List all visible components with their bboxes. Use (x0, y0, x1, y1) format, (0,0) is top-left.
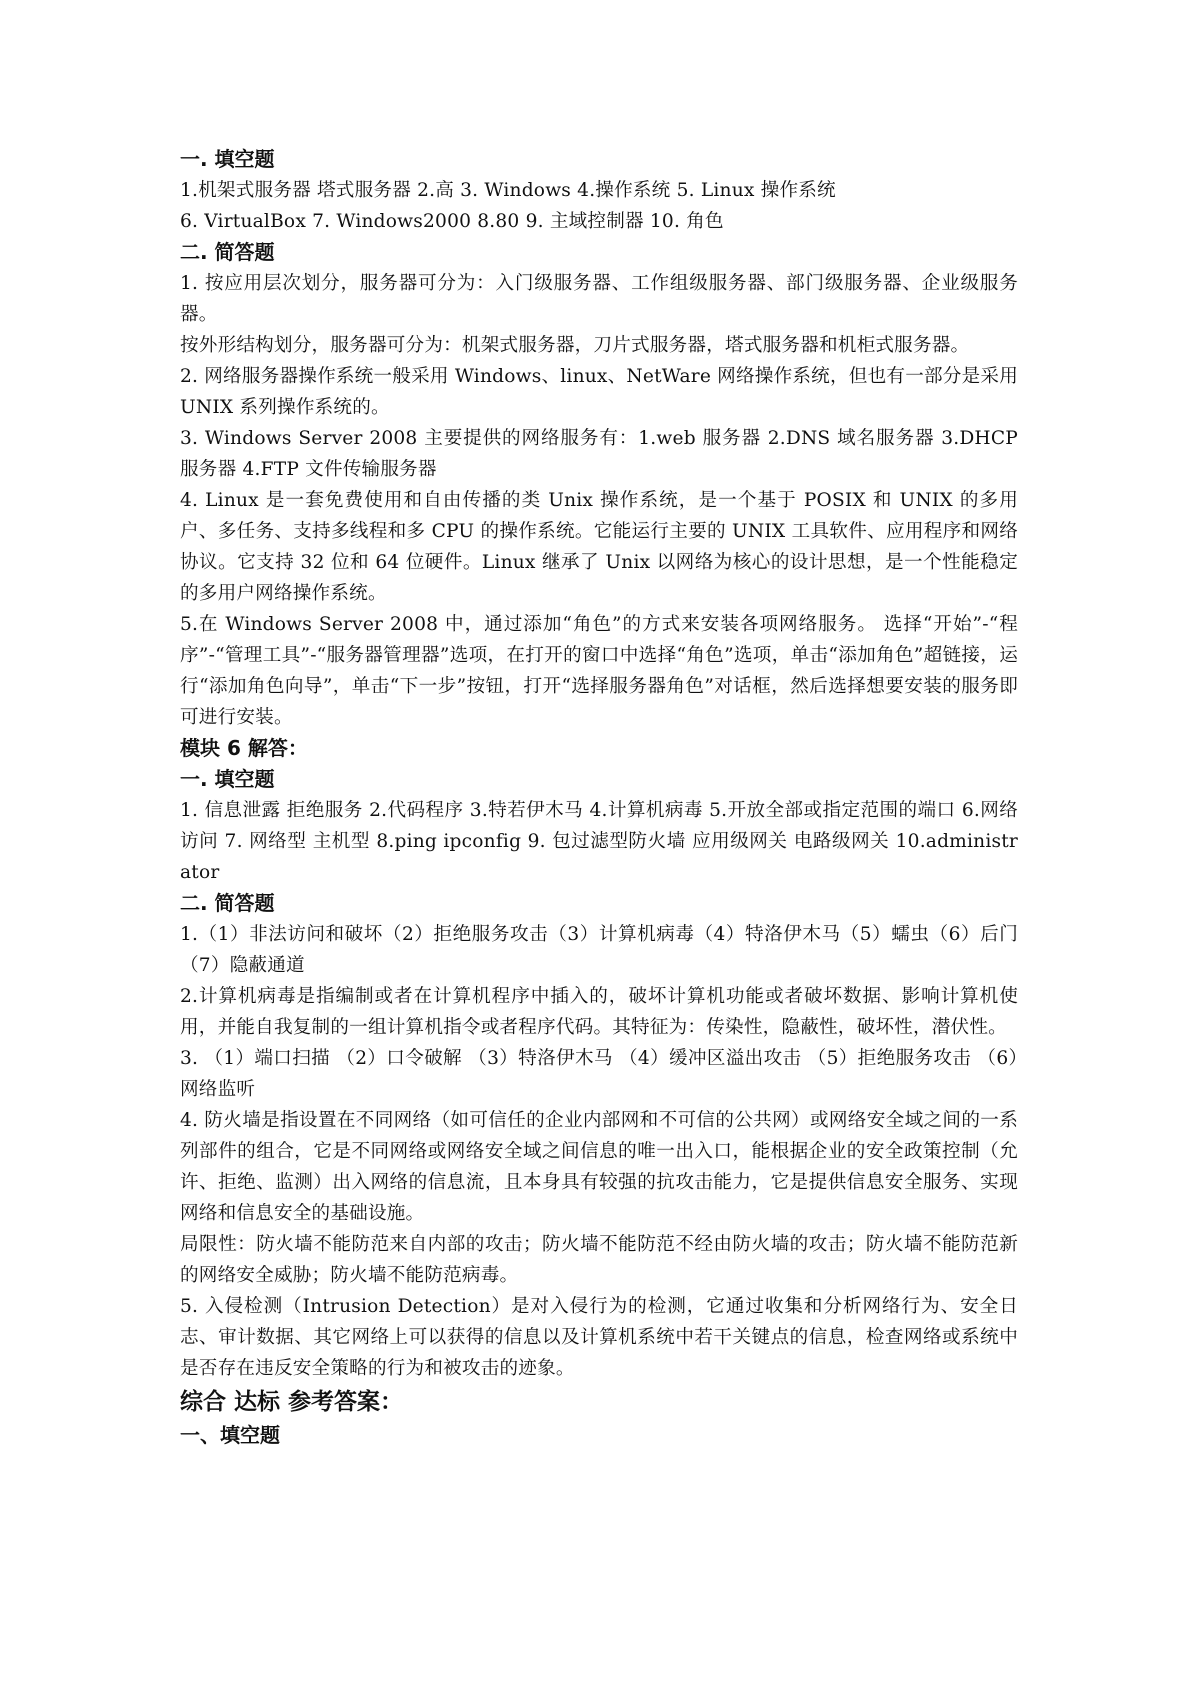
short-answer-1b: 按外形结构划分，服务器可分为：机架式服务器，刀片式服务器，塔式服务器和机柜式服务器。 (180, 335, 970, 356)
module6-answer-3: 3. （1）端口扫描 （2）口令破解 （3）特洛伊木马 （4）缓冲区溢出攻击 （5）拒绝服务攻击 （6）网络监听 (180, 1048, 1018, 1100)
section-heading-fill-blank-3: 一、填空题 (180, 1423, 280, 1447)
answer-line-2: 6. VirtualBox 7. Windows2000 8.80 9. 主域控制器 10. 角色 (180, 211, 724, 232)
short-answer-2: 2. 网络服务器操作系统一般采用 Windows、linux、NetWare 网络操作系统，但也有一部分是采用 UNIX 系列操作系统的。 (180, 366, 1018, 418)
short-answer-1: 1. 按应用层次划分，服务器可分为：入门级服务器、工作组级服务器、部门级服务器、企业级服务器。 (180, 273, 1018, 325)
section-heading-fill-blank-1: 一. 填空题 (180, 147, 275, 171)
module6-answer-5: 5. 入侵检测（Intrusion Detection）是对入侵行为的检测，它通过收集和分析网络行为、安全日志、审计数据、其它网络上可以获得的信息以及计算机系统中若干关键点的信息，检查网络或系统中是否存在违反安全策略的行为和被攻击的迹象。 (180, 1296, 1018, 1379)
module6-answer-1: 1.（1）非法访问和破坏（2）拒绝服务攻击（3）计算机病毒（4）特洛伊木马（5）蠕虫（6）后门（7）隐蔽通道 (180, 924, 1018, 976)
short-answer-5: 5.在 Windows Server 2008 中，通过添加“角色”的方式来安装各项网络服务。 选择“开始”-“程序”-“管理工具”-“服务器管理器”选项，在打开的窗口中选择“角色”选项，单击“添加角色”超链接，运行“添加角色向导”，单击“下一步”按钮，打开“选择服务器角色”对话框，然后选择想要安装的服务即可进行安装。 (180, 614, 1018, 728)
comprehensive-answers-heading: 综合 达标 参考答案： (180, 1389, 404, 1415)
section-heading-short-answer-2: 二. 简答题 (180, 891, 275, 915)
document-page (180, 144, 1018, 1451)
short-answer-4: 4. Linux 是一套免费使用和自由传播的类 Unix 操作系统，是一个基于 POSIX 和 UNIX 的多用户、多任务、支持多线程和多 CPU 的操作系统。它能运行主要的 UNIX 工具软件、应用程序和网络协议。它支持 32 位和 64 位硬件。Linux 继承了 Unix 以网络为核心的设计思想，是一个性能稳定的多用户网络操作系统。 (180, 490, 1018, 604)
short-answer-3: 3. Windows Server 2008 主要提供的网络服务有：1.web 服务器 2.DNS 域名服务器 3.DHCP 服务器 4.FTP 文件传输服务器 (180, 428, 1018, 480)
module6-answer-2: 2.计算机病毒是指编制或者在计算机程序中插入的，破坏计算机功能或者破坏数据、影响计算机使用，并能自我复制的一组计算机指令或者程序代码。其特征为：传染性，隐蔽性，破坏性，潜伏性。 (180, 986, 1018, 1038)
module6-answer-4b: 局限性：防火墙不能防范来自内部的攻击；防火墙不能防范不经由防火墙的攻击；防火墙不能防范新的网络安全威胁；防火墙不能防范病毒。 (180, 1234, 1018, 1286)
answer-line-1: 1.机架式服务器 塔式服务器 2.高 3. Windows 4.操作系统 5. Linux 操作系统 (180, 180, 836, 201)
section-heading-fill-blank-2: 一. 填空题 (180, 767, 275, 791)
module6-answer-4: 4. 防火墙是指设置在不同网络（如可信任的企业内部网和不可信的公共网）或网络安全域之间的一系列部件的组合，它是不同网络或网络安全域之间信息的唯一出入口，能根据企业的安全政策控制（允许、拒绝、监测）出入网络的信息流，且本身具有较强的抗攻击能力，它是提供信息安全服务、实现网络和信息安全的基础设施。 (180, 1110, 1018, 1224)
module-6-heading: 模块 6 解答： (180, 736, 308, 760)
section-heading-short-answer-1: 二. 简答题 (180, 240, 275, 264)
fill-blank-answers-2: 1. 信息泄露 拒绝服务 2.代码程序 3.特若伊木马 4.计算机病毒 5.开放全部或指定范围的端口 6.网络访问 7. 网络型 主机型 8.ping ipconfig 9. 包过滤型防火墙 应用级网关 电路级网关 10.administrator (180, 800, 1018, 883)
